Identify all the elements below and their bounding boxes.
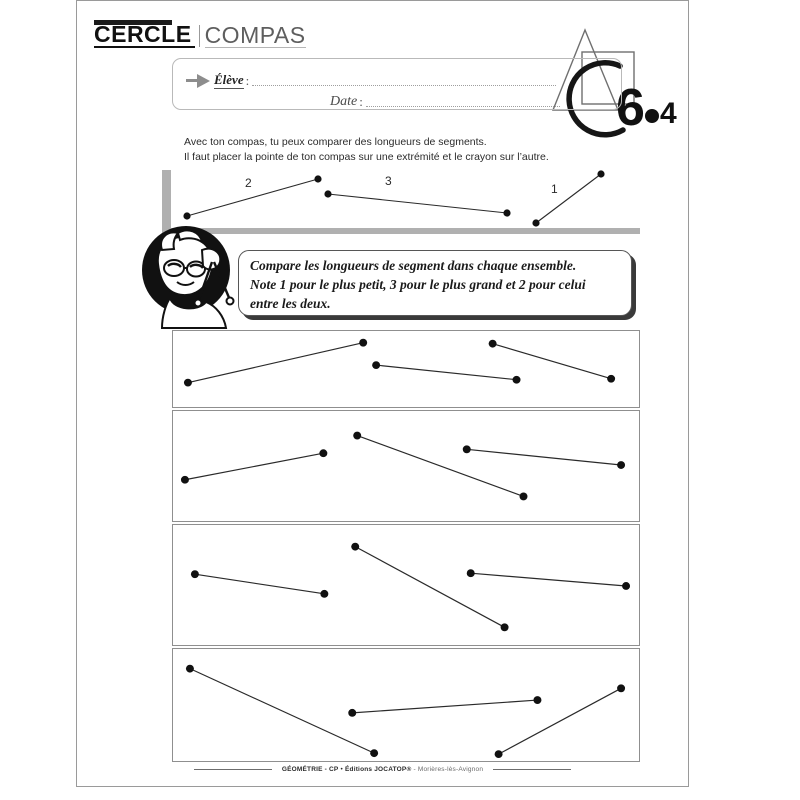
segment-endpoint-dot xyxy=(463,445,471,453)
segment-endpoint-dot xyxy=(520,493,528,501)
segment-line xyxy=(536,174,601,223)
segment-endpoint-dot xyxy=(183,212,190,219)
callout-line-3: entre les deux. xyxy=(250,296,331,311)
page-footer xyxy=(76,766,689,773)
segment-endpoint-dot xyxy=(622,582,630,590)
title-subtitle: COMPAS xyxy=(204,22,306,48)
segment-line xyxy=(185,453,323,480)
exercise-row-2[interactable] xyxy=(172,410,640,522)
student-name-input[interactable] xyxy=(252,76,556,86)
segment-line xyxy=(493,344,611,379)
segment-endpoint-dot xyxy=(495,750,503,758)
footer-registered: ® xyxy=(406,766,412,773)
intro-line-1: Avec ton compas, tu peux comparer des longueurs de segments. xyxy=(184,136,487,148)
date-label: Date xyxy=(330,94,358,109)
date-field-row xyxy=(330,94,560,110)
segment-line xyxy=(328,194,507,213)
intro-line-2: Il faut placer la pointe de ton compas sur une extrémité et le crayon sur l’autre. xyxy=(184,151,549,163)
segment-order-label: 3 xyxy=(385,174,392,188)
segment-line xyxy=(467,449,621,465)
segment-endpoint-dot xyxy=(181,476,189,484)
badge-number-minor: 4 xyxy=(660,97,677,130)
mascot-character-icon xyxy=(140,224,244,330)
exercise-row-1-segments xyxy=(173,331,639,407)
callout-line-1: Compare les longueurs de segment dans chaque ensemble. xyxy=(250,258,577,273)
footer-publisher: Éditions JOCATOP xyxy=(344,766,407,773)
segment-endpoint-dot xyxy=(372,361,380,369)
segment-line xyxy=(352,700,537,713)
segment-endpoint-dot xyxy=(467,569,475,577)
title-main: CERCLE xyxy=(94,23,195,48)
segment-line xyxy=(355,547,504,628)
date-colon: : xyxy=(359,94,363,109)
segment-endpoint-dot xyxy=(314,175,321,182)
segment-line xyxy=(471,573,626,586)
footer-subject: GÉOMÉTRIE - CP xyxy=(281,766,339,773)
exercise-row-2-segments xyxy=(173,411,639,521)
segment-endpoint-dot xyxy=(607,375,615,383)
segment-line xyxy=(357,436,523,497)
segment-line xyxy=(187,179,318,216)
worksheet-title xyxy=(94,22,306,48)
footer-bullet: • xyxy=(340,766,343,773)
segment-endpoint-dot xyxy=(513,376,521,384)
segment-endpoint-dot xyxy=(191,570,199,578)
segment-order-label: 2 xyxy=(245,176,252,190)
triangle-bullet-icon xyxy=(197,74,210,88)
segment-endpoint-dot xyxy=(533,696,541,704)
date-input[interactable] xyxy=(366,97,560,107)
segment-line xyxy=(190,669,374,753)
segment-endpoint-dot xyxy=(503,209,510,216)
segment-endpoint-dot xyxy=(597,170,604,177)
segment-endpoint-dot xyxy=(617,684,625,692)
compass-point-icon xyxy=(195,300,202,307)
segment-endpoint-dot xyxy=(348,709,356,717)
segment-endpoint-dot xyxy=(501,623,509,631)
mascot-glasses-left xyxy=(164,260,184,276)
student-colon: : xyxy=(245,72,250,88)
segment-endpoint-dot xyxy=(320,590,328,598)
segment-endpoint-dot xyxy=(370,749,378,757)
badge-number-major: 6 xyxy=(616,79,645,137)
segment-endpoint-dot xyxy=(351,543,359,551)
segment-line xyxy=(376,365,516,380)
exercise-row-3[interactable] xyxy=(172,524,640,646)
exercise-row-4-segments xyxy=(173,649,639,761)
student-label: Élève xyxy=(214,72,244,87)
compass-pencil-icon xyxy=(227,298,234,305)
example-segments xyxy=(170,165,640,230)
segment-endpoint-dot xyxy=(353,432,361,440)
segment-endpoint-dot xyxy=(184,379,192,387)
segment-line xyxy=(195,574,324,594)
segment-order-label: 1 xyxy=(551,182,558,196)
footer-text xyxy=(282,766,483,773)
footer-rule-right xyxy=(493,769,571,770)
segment-endpoint-dot xyxy=(532,219,539,226)
student-name-field-row xyxy=(186,72,556,89)
footer-location: - Morières-lès-Avignon xyxy=(413,766,484,773)
footer-rule-left xyxy=(194,769,272,770)
segment-endpoint-dot xyxy=(359,339,367,347)
segment-endpoint-dot xyxy=(319,449,327,457)
segment-endpoint-dot xyxy=(617,461,625,469)
instruction-callout-text xyxy=(250,256,626,313)
segment-endpoint-dot xyxy=(186,665,194,673)
segment-line xyxy=(499,688,621,754)
exercise-row-3-segments xyxy=(173,525,639,645)
segment-endpoint-dot xyxy=(489,340,497,348)
instruction-intro xyxy=(184,135,604,165)
callout-line-2: Note 1 pour le plus petit, 3 pour le plus grand et 2 pour celui xyxy=(250,277,586,292)
exercise-row-1[interactable] xyxy=(172,330,640,408)
title-divider xyxy=(199,25,200,47)
segment-endpoint-dot xyxy=(324,190,331,197)
segment-line xyxy=(188,343,363,383)
exercise-row-4[interactable] xyxy=(172,648,640,762)
